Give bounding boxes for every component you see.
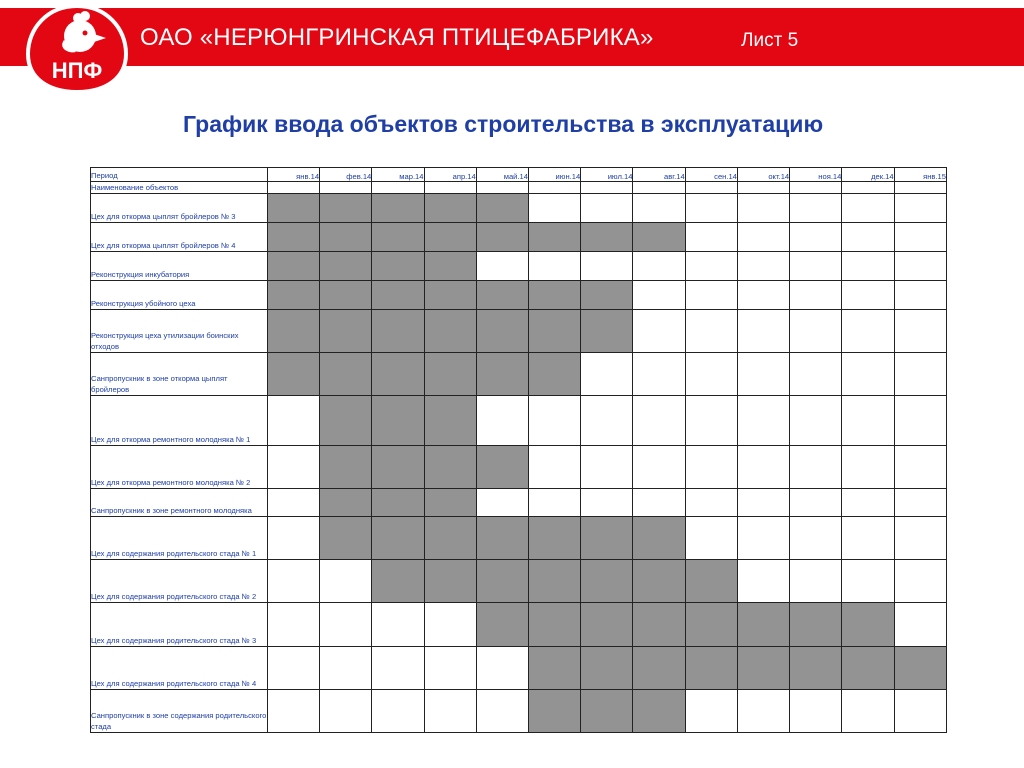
schedule-cell-active (424, 252, 476, 281)
empty-cell (267, 182, 319, 194)
schedule-cell-active (267, 223, 319, 252)
table-row (91, 560, 947, 603)
schedule-cell-empty (790, 446, 842, 489)
schedule-cell-active (320, 223, 372, 252)
schedule-cell-empty (737, 396, 789, 446)
page-title: График ввода объектов строительства в эксплуатацию (183, 111, 824, 137)
period-label: Период (91, 168, 268, 182)
schedule-cell-empty (737, 446, 789, 489)
empty-cell (528, 182, 580, 194)
schedule-cell-empty (842, 252, 894, 281)
empty-cell (894, 182, 946, 194)
schedule-cell-active (842, 647, 894, 690)
schedule-cell-empty (633, 310, 685, 353)
schedule-cell-active (424, 489, 476, 517)
schedule-cell-active (372, 396, 424, 446)
schedule-cell-active (267, 353, 319, 396)
month-header: ноя.14 (790, 168, 842, 182)
empty-cell (476, 182, 528, 194)
schedule-cell-empty (424, 603, 476, 647)
month-header: янв.14 (267, 168, 319, 182)
table-row (91, 353, 947, 396)
schedule-cell-active (372, 353, 424, 396)
schedule-cell-empty (633, 353, 685, 396)
schedule-cell-empty (842, 194, 894, 223)
table-row (91, 194, 947, 223)
schedule-cell-empty (476, 690, 528, 733)
schedule-cell-empty (633, 446, 685, 489)
schedule-cell-active (320, 281, 372, 310)
schedule-cell-empty (894, 396, 946, 446)
empty-cell (633, 182, 685, 194)
schedule-cell-active (267, 281, 319, 310)
schedule-cell-active (685, 560, 737, 603)
schedule-cell-active (424, 281, 476, 310)
schedule-cell-active (320, 310, 372, 353)
schedule-cell-active (790, 647, 842, 690)
schedule-cell-empty (372, 603, 424, 647)
schedule-cell-active (476, 353, 528, 396)
table-row (91, 446, 947, 489)
schedule-cell-empty (633, 194, 685, 223)
object-name: Цех для содержания родительского стада № 1 (91, 517, 268, 560)
month-header: авг.14 (633, 168, 685, 182)
schedule-cell-empty (737, 690, 789, 733)
schedule-cell-active (528, 603, 580, 647)
schedule-cell-active (633, 560, 685, 603)
schedule-cell-empty (581, 446, 633, 489)
schedule-cell-empty (737, 489, 789, 517)
name-header-row (91, 182, 947, 194)
schedule-cell-empty (320, 603, 372, 647)
schedule-cell-active (528, 223, 580, 252)
schedule-cell-active (528, 647, 580, 690)
table-row (91, 690, 947, 733)
sheet-number: Лист 5 (741, 30, 799, 51)
schedule-cell-empty (267, 489, 319, 517)
schedule-cell-active (424, 353, 476, 396)
schedule-cell-active (267, 194, 319, 223)
schedule-cell-empty (685, 396, 737, 446)
schedule-cell-active (320, 353, 372, 396)
schedule-cell-active (528, 310, 580, 353)
schedule-cell-active (633, 517, 685, 560)
schedule-cell-active (372, 281, 424, 310)
schedule-cell-empty (372, 647, 424, 690)
schedule-cell-empty (424, 647, 476, 690)
schedule-cell-empty (790, 489, 842, 517)
schedule-cell-empty (267, 560, 319, 603)
schedule-cell-empty (685, 690, 737, 733)
company-logo (22, 2, 132, 94)
schedule-cell-empty (685, 310, 737, 353)
object-name: Цех для откорма ремонтного молодняка № 2 (91, 446, 268, 489)
schedule-cell-active (372, 252, 424, 281)
object-name: Санпропускник в зоне ремонтного молодняка (91, 489, 268, 517)
empty-cell (737, 182, 789, 194)
object-name: Санпропускник в зоне содержания родительского стада (91, 690, 268, 733)
schedule-cell-empty (528, 252, 580, 281)
schedule-cell-active (320, 446, 372, 489)
schedule-cell-active (737, 603, 789, 647)
schedule-cell-active (320, 252, 372, 281)
schedule-cell-active (424, 517, 476, 560)
schedule-cell-empty (737, 252, 789, 281)
schedule-cell-active (320, 517, 372, 560)
schedule-cell-active (476, 560, 528, 603)
schedule-cell-empty (581, 396, 633, 446)
object-name: Реконструкция убойного цеха (91, 281, 268, 310)
schedule-cell-empty (633, 281, 685, 310)
month-header: июл.14 (581, 168, 633, 182)
month-header: мар.14 (372, 168, 424, 182)
empty-cell (685, 182, 737, 194)
schedule-cell-active (476, 194, 528, 223)
schedule-cell-empty (320, 647, 372, 690)
schedule-cell-active (320, 396, 372, 446)
schedule-cell-active (424, 560, 476, 603)
schedule-cell-active (528, 517, 580, 560)
table-row (91, 647, 947, 690)
schedule-cell-active (267, 252, 319, 281)
schedule-cell-empty (685, 223, 737, 252)
schedule-cell-empty (476, 252, 528, 281)
schedule-cell-empty (581, 194, 633, 223)
schedule-cell-empty (842, 446, 894, 489)
schedule-cell-empty (528, 396, 580, 446)
schedule-cell-empty (685, 517, 737, 560)
schedule-cell-active (476, 446, 528, 489)
schedule-cell-active (685, 603, 737, 647)
object-name: Цех для откорма цыплят бройлеров № 3 (91, 194, 268, 223)
schedule-cell-empty (842, 310, 894, 353)
empty-cell (581, 182, 633, 194)
table-row (91, 603, 947, 647)
schedule-cell-empty (842, 281, 894, 310)
schedule-cell-empty (737, 353, 789, 396)
schedule-cell-empty (528, 446, 580, 489)
schedule-cell-empty (737, 194, 789, 223)
schedule-cell-active (581, 223, 633, 252)
schedule-cell-empty (267, 647, 319, 690)
schedule-cell-empty (790, 252, 842, 281)
object-name: Цех для содержания родительского стада № 3 (91, 603, 268, 647)
schedule-cell-empty (737, 560, 789, 603)
object-name: Цех для откорма ремонтного молодняка № 1 (91, 396, 268, 446)
schedule-cell-active (633, 603, 685, 647)
schedule-cell-active (372, 517, 424, 560)
schedule-cell-active (476, 310, 528, 353)
schedule-cell-active (372, 194, 424, 223)
schedule-cell-empty (528, 489, 580, 517)
object-name: Санпропускник в зоне откорма цыплят бройлеров (91, 353, 268, 396)
schedule-cell-empty (267, 603, 319, 647)
schedule-cell-empty (790, 281, 842, 310)
schedule-cell-active (372, 446, 424, 489)
schedule-cell-empty (894, 603, 946, 647)
object-name: Цех для содержания родительского стада № 2 (91, 560, 268, 603)
schedule-cell-empty (267, 690, 319, 733)
schedule-cell-empty (581, 489, 633, 517)
schedule-cell-empty (737, 517, 789, 560)
schedule-cell-active (267, 310, 319, 353)
schedule-cell-empty (894, 489, 946, 517)
schedule-cell-empty (685, 353, 737, 396)
table-row (91, 517, 947, 560)
month-header: сен.14 (685, 168, 737, 182)
schedule-cell-active (633, 690, 685, 733)
schedule-cell-active (476, 603, 528, 647)
schedule-cell-empty (581, 252, 633, 281)
schedule-cell-empty (633, 489, 685, 517)
schedule-cell-empty (633, 396, 685, 446)
schedule-cell-empty (320, 690, 372, 733)
month-header: янв.15 (894, 168, 946, 182)
schedule-cell-active (842, 603, 894, 647)
empty-cell (320, 182, 372, 194)
empty-cell (842, 182, 894, 194)
schedule-cell-active (581, 603, 633, 647)
schedule-cell-active (424, 446, 476, 489)
schedule-cell-active (476, 223, 528, 252)
schedule-cell-active (476, 517, 528, 560)
schedule-cell-active (424, 310, 476, 353)
schedule-cell-empty (894, 353, 946, 396)
schedule-cell-active (372, 223, 424, 252)
schedule-cell-empty (894, 690, 946, 733)
schedule-cell-empty (476, 647, 528, 690)
logo-text: НПФ (51, 58, 103, 83)
object-name: Цех для откорма цыплят бройлеров № 4 (91, 223, 268, 252)
period-header-row (91, 168, 947, 182)
schedule-cell-empty (267, 446, 319, 489)
schedule-cell-empty (528, 194, 580, 223)
schedule-cell-empty (267, 517, 319, 560)
object-name: Реконструкция цеха утилизации боинских отходов (91, 310, 268, 353)
schedule-cell-active (320, 489, 372, 517)
schedule-cell-active (894, 647, 946, 690)
month-header: фев.14 (320, 168, 372, 182)
schedule-table (90, 167, 947, 733)
schedule-cell-empty (372, 690, 424, 733)
schedule-cell-empty (320, 560, 372, 603)
schedule-cell-empty (737, 310, 789, 353)
schedule-cell-empty (842, 517, 894, 560)
schedule-cell-empty (894, 252, 946, 281)
schedule-cell-empty (842, 690, 894, 733)
schedule-cell-empty (842, 560, 894, 603)
month-header: дек.14 (842, 168, 894, 182)
object-name: Цех для содержания родительского стада № 4 (91, 647, 268, 690)
schedule-cell-active (424, 396, 476, 446)
schedule-cell-active (737, 647, 789, 690)
schedule-cell-empty (476, 396, 528, 446)
schedule-cell-empty (737, 223, 789, 252)
empty-cell (372, 182, 424, 194)
schedule-cell-active (320, 194, 372, 223)
schedule-cell-empty (790, 353, 842, 396)
schedule-cell-empty (790, 310, 842, 353)
schedule-cell-active (581, 281, 633, 310)
schedule-cell-empty (894, 281, 946, 310)
schedule-cell-active (633, 647, 685, 690)
empty-cell (424, 182, 476, 194)
schedule-cell-active (528, 281, 580, 310)
schedule-cell-active (528, 690, 580, 733)
schedule-cell-active (476, 281, 528, 310)
table-row (91, 310, 947, 353)
schedule-cell-active (424, 194, 476, 223)
table-row (91, 281, 947, 310)
schedule-cell-empty (685, 281, 737, 310)
schedule-cell-empty (790, 517, 842, 560)
schedule-cell-empty (581, 353, 633, 396)
schedule-cell-active (581, 647, 633, 690)
schedule-cell-empty (842, 223, 894, 252)
schedule-cell-empty (790, 560, 842, 603)
schedule-cell-empty (894, 517, 946, 560)
month-header: май.14 (476, 168, 528, 182)
schedule-cell-empty (894, 446, 946, 489)
schedule-cell-empty (685, 194, 737, 223)
schedule-cell-empty (842, 353, 894, 396)
schedule-cell-empty (685, 252, 737, 281)
schedule-cell-active (528, 560, 580, 603)
schedule-cell-empty (633, 252, 685, 281)
month-header: апр.14 (424, 168, 476, 182)
schedule-cell-active (790, 603, 842, 647)
schedule-cell-empty (894, 560, 946, 603)
schedule-cell-active (581, 310, 633, 353)
schedule-cell-active (685, 647, 737, 690)
schedule-cell-empty (894, 223, 946, 252)
schedule-cell-active (372, 310, 424, 353)
schedule-cell-active (581, 690, 633, 733)
schedule-cell-active (633, 223, 685, 252)
schedule-cell-empty (685, 489, 737, 517)
month-header: июн.14 (528, 168, 580, 182)
schedule-cell-active (424, 223, 476, 252)
schedule-cell-empty (790, 690, 842, 733)
schedule-cell-empty (790, 194, 842, 223)
schedule-cell-empty (842, 396, 894, 446)
month-header: окт.14 (737, 168, 789, 182)
schedule-cell-empty (894, 310, 946, 353)
schedule-cell-empty (842, 489, 894, 517)
schedule-cell-active (528, 353, 580, 396)
schedule-cell-empty (737, 281, 789, 310)
table-row (91, 396, 947, 446)
schedule-cell-empty (685, 446, 737, 489)
object-name-label: Наименование объектов (91, 182, 268, 194)
empty-cell (790, 182, 842, 194)
company-name: ОАО «НЕРЮНГРИНСКАЯ ПТИЦЕФАБРИКА» (140, 24, 654, 51)
schedule-cell-empty (424, 690, 476, 733)
table-row (91, 489, 947, 517)
schedule-cell-active (581, 560, 633, 603)
schedule-cell-empty (267, 396, 319, 446)
schedule-cell-active (372, 489, 424, 517)
schedule-cell-empty (894, 194, 946, 223)
object-name: Реконструкция инкубатория (91, 252, 268, 281)
schedule-cell-empty (790, 223, 842, 252)
schedule-cell-active (581, 517, 633, 560)
schedule-cell-empty (476, 489, 528, 517)
schedule-cell-active (372, 560, 424, 603)
table-row (91, 252, 947, 281)
schedule-cell-empty (790, 396, 842, 446)
table-row (91, 223, 947, 252)
